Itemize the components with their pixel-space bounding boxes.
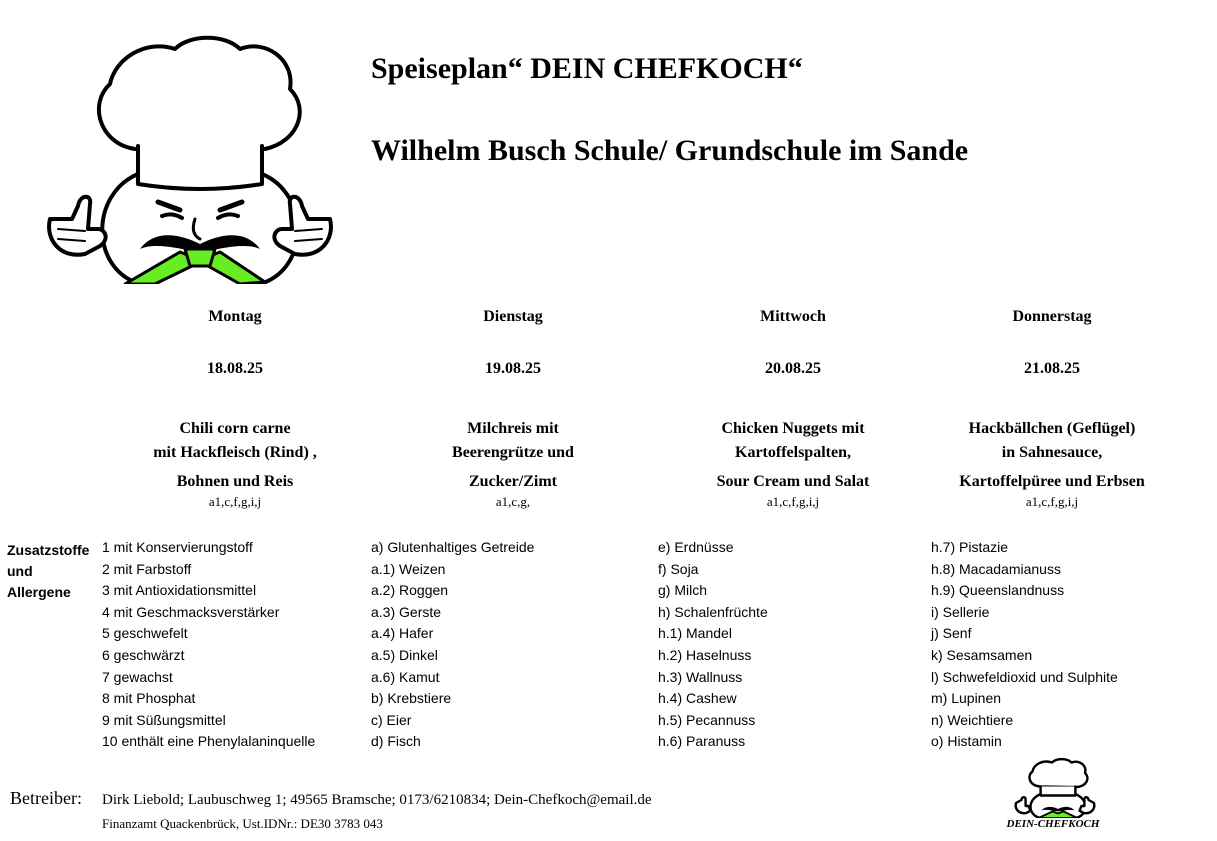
- allergen-codes: a1,c,g,: [495, 494, 531, 509]
- meal-line: Beerengrütze und: [452, 444, 574, 461]
- legend-item: h.4) Cashew: [658, 690, 737, 707]
- day-name: Dienstag: [483, 308, 543, 325]
- legend-item: 5 geschwefelt: [102, 625, 188, 642]
- legend-item: 7 gewachst: [102, 668, 173, 685]
- day-date: 18.08.25: [207, 360, 263, 377]
- legend-additives-column: [102, 537, 315, 753]
- day-name: Montag: [208, 308, 262, 325]
- meal-description: [917, 417, 1187, 494]
- legend-item: 9 mit Süßungsmittel: [102, 711, 226, 728]
- chef-logo-small-image: [1010, 758, 1100, 818]
- legend-allergens-column-1: [371, 537, 534, 753]
- meal-line: Chili corn carne: [179, 420, 291, 437]
- day-date: 19.08.25: [485, 360, 541, 377]
- chef-logo-small-caption: DEIN-CHEFKOCH: [1006, 818, 1100, 830]
- legend-item: o) Histamin: [931, 733, 1002, 750]
- legend-item: c) Eier: [371, 711, 412, 728]
- meal-line: Zucker/Zimt: [469, 473, 557, 490]
- legend-item: 1 mit Konservierungstoff: [102, 539, 253, 555]
- legend-item: h.5) Pecannuss: [658, 711, 756, 728]
- legend-item: h.1) Mandel: [658, 625, 732, 642]
- legend-item: 10 enthält eine Phenylalaninquelle: [102, 733, 316, 750]
- day-date: 21.08.25: [1024, 360, 1080, 377]
- meal-line: Chicken Nuggets mit: [721, 420, 865, 437]
- chef-logo-image: [40, 34, 340, 284]
- meal-line: mit Hackfleisch (Rind) ,: [153, 444, 317, 461]
- legend-item: 6 geschwärzt: [102, 646, 185, 663]
- legend-item: j) Senf: [931, 625, 972, 642]
- legend-item: 4 mit Geschmacksverstärker: [102, 603, 280, 620]
- legend-item: h.7) Pistazie: [931, 539, 1009, 555]
- legend-allergens-column-3: [931, 537, 1118, 753]
- allergen-codes: a1,c,f,g,i,j: [1025, 494, 1079, 509]
- meal-line: Hackbällchen (Geflügel): [968, 420, 1136, 437]
- legend-heading-line: Allergene: [7, 584, 71, 600]
- legend-item: h.6) Paranuss: [658, 733, 746, 750]
- legend-heading: [7, 540, 89, 603]
- operator-contact: Dirk Liebold; Laubuschweg 1; 49565 Bramsche; 0173/6210834; Dein-Chefkoch@email.de: [102, 792, 652, 808]
- meal-description: [658, 417, 928, 494]
- legend-item: a.1) Weizen: [371, 560, 446, 577]
- meal-line: Kartoffelpüree und Erbsen: [959, 473, 1145, 490]
- legend-item: g) Milch: [658, 582, 708, 599]
- meal-description: [378, 417, 648, 494]
- meal-line: Bohnen und Reis: [176, 473, 294, 490]
- legend-item: 2 mit Farbstoff: [102, 560, 192, 577]
- day-date: 20.08.25: [765, 360, 821, 377]
- meal-line: Sour Cream und Salat: [716, 473, 870, 490]
- legend-item: l) Schwefeldioxid und Sulphite: [931, 668, 1118, 685]
- legend-item: h.3) Wallnuss: [658, 668, 743, 685]
- legend-item: a.4) Hafer: [371, 625, 434, 642]
- legend-item: n) Weichtiere: [931, 711, 1014, 728]
- legend-heading-line: Zusatzstoffe: [7, 542, 90, 558]
- operator-tax-info: Finanzamt Quackenbrück, Ust.IDNr.: DE30 3783 043: [102, 816, 383, 831]
- legend-item: b) Krebstiere: [371, 690, 452, 707]
- day-name: Donnerstag: [1012, 308, 1092, 325]
- legend-item: i) Sellerie: [931, 603, 990, 620]
- meal-line: in Sahnesauce,: [1001, 444, 1103, 461]
- legend-item: h) Schalenfrüchte: [658, 603, 768, 620]
- meal-line: Kartoffelspalten,: [735, 444, 851, 461]
- page-title: Speiseplan“ DEIN CHEFKOCH“: [371, 52, 803, 85]
- legend-item: a.3) Gerste: [371, 603, 442, 620]
- legend-item: a.5) Dinkel: [371, 646, 438, 663]
- legend-item: 3 mit Antioxidationsmittel: [102, 582, 257, 599]
- legend-item: 8 mit Phosphat: [102, 690, 196, 707]
- meal-line: Milchreis mit: [467, 420, 559, 437]
- legend-item: h.8) Macadamianuss: [931, 560, 1061, 577]
- legend-item: d) Fisch: [371, 733, 421, 750]
- meal-description: [100, 417, 370, 494]
- legend-item: a) Glutenhaltiges Getreide: [371, 539, 535, 555]
- legend-item: a.6) Kamut: [371, 668, 440, 685]
- legend-item: h.2) Haselnuss: [658, 646, 752, 663]
- legend-allergens-column-2: [658, 537, 768, 753]
- legend-item: f) Soja: [658, 560, 699, 577]
- legend-item: a.2) Roggen: [371, 582, 449, 599]
- allergen-codes: a1,c,f,g,i,j: [208, 494, 262, 509]
- day-name: Mittwoch: [760, 308, 826, 325]
- operator-label: Betreiber:: [10, 788, 82, 808]
- allergen-codes: a1,c,f,g,i,j: [766, 494, 820, 509]
- legend-item: k) Sesamsamen: [931, 646, 1033, 663]
- school-name: Wilhelm Busch Schule/ Grundschule im Sande: [371, 134, 969, 167]
- legend-item: e) Erdnüsse: [658, 539, 734, 555]
- legend-item: m) Lupinen: [931, 690, 1002, 707]
- legend-heading-line: und: [7, 563, 33, 579]
- legend-item: h.9) Queenslandnuss: [931, 582, 1065, 599]
